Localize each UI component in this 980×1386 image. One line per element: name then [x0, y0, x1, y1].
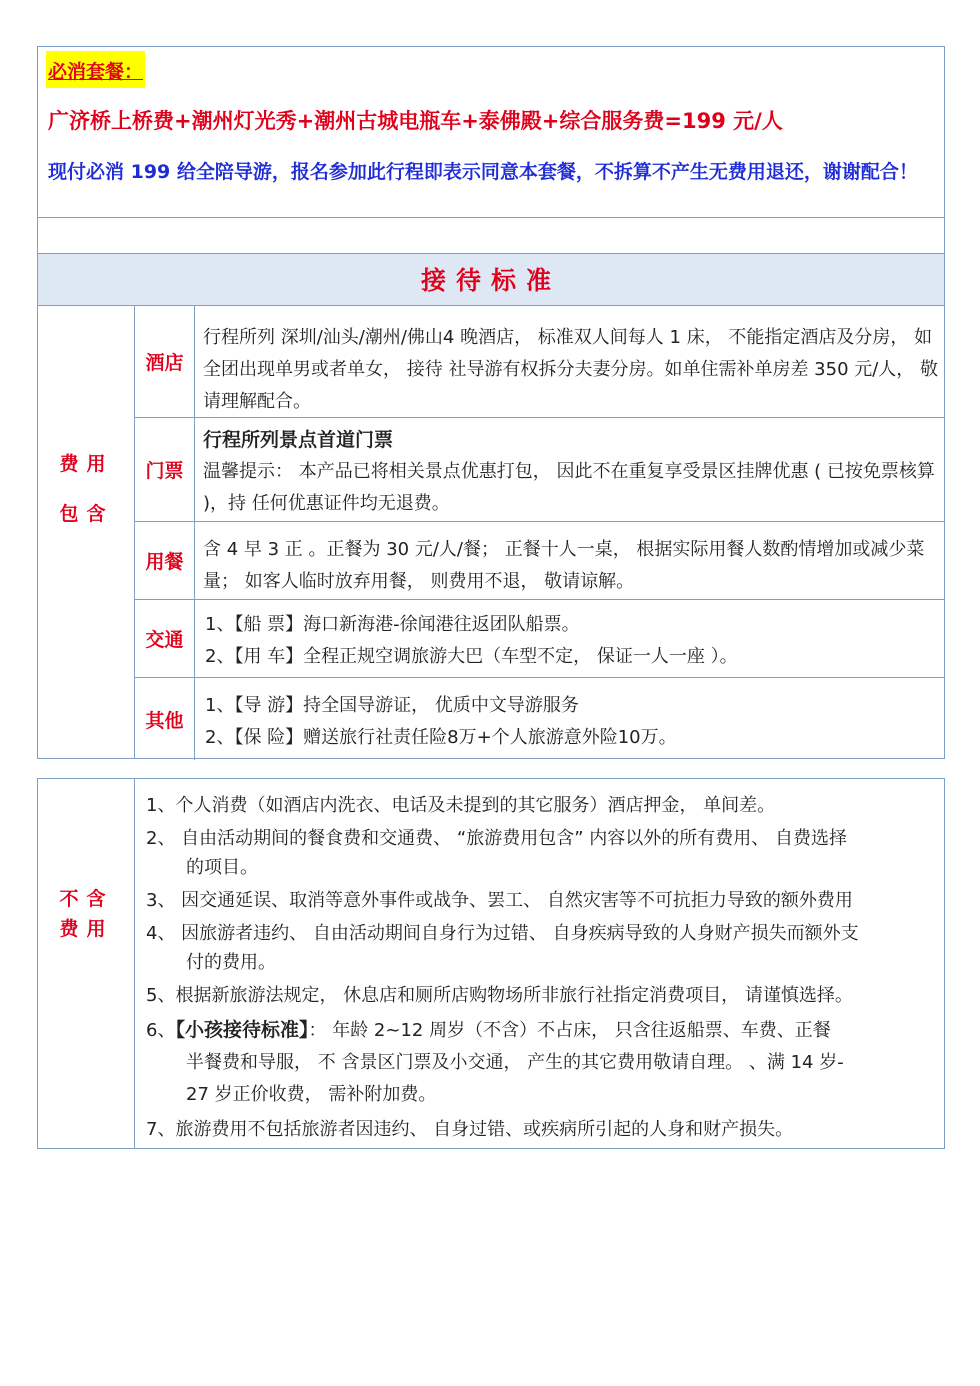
item-line: ： 年龄 2~12 周岁（不含）不占床， 只含往返船票、车费、正餐	[308, 1020, 831, 1041]
row-label: 门票	[135, 418, 195, 521]
mandatory-package-section	[37, 46, 945, 218]
row-line: 2、【保 险】赠送旅行社责任险8万+个人旅游意外险10万。	[205, 727, 677, 748]
excluded-item-2	[146, 824, 941, 882]
excluded-item-6	[146, 1014, 941, 1111]
included-table	[37, 305, 945, 759]
row-content	[203, 424, 941, 520]
item-line: 2、 自由活动期间的餐食费和交通费、 “旅游费用包含” 内容以外的所有费用、 自费选择	[146, 828, 847, 849]
excluded-label-line2: 费用	[59, 918, 114, 940]
excluded-list	[146, 791, 941, 1148]
item-line: 付的费用。	[186, 952, 276, 973]
row-line: 2、【用 车】全程正规空调旅游大巴（车型不定， 保证一人一座 ）。	[205, 646, 738, 667]
row-text: 行程所列 深圳/汕头/潮州/佛山4 晚酒店， 标准双人间每人 1 床， 不能指定酒店及分房， 如全团出现单男或者单女， 接待 社导游有权拆分夫妻分房。如单住需补单房差 350 元/人， 敬请理解配合。	[203, 327, 939, 412]
excluded-item-4	[146, 919, 941, 977]
row-label: 其他	[135, 678, 195, 760]
row-bold-text: 行程所列景点首道门票	[203, 429, 394, 451]
row-label: 交通	[135, 600, 195, 677]
included-row-hotel	[135, 306, 944, 418]
excluded-item-3: 3、 因交通延误、取消等意外事件或战争、罢工、 自然灾害等不可抗拒力导致的额外费用	[146, 890, 853, 911]
excluded-table	[37, 778, 945, 1149]
row-line: 1、【导 游】持全国导游证， 优质中文导游服务	[205, 695, 579, 716]
row-text: 温馨提示： 本产品已将相关景点优惠打包， 因此不在重复享受景区挂牌优惠 ( 已按免票核算 )，持 任何优惠证件均无退费。	[203, 461, 935, 514]
package-items: 广济桥上桥费+潮州灯光秀+潮州古城电瓶车+泰佛殿+综合服务费=199 元/人	[48, 109, 783, 133]
row-content	[205, 690, 943, 754]
row-line: 1、【船 票】海口新海港-徐闻港往返团队船票。	[205, 614, 580, 635]
row-text: 含 4 早 3 正 。正餐为 30 元/人/餐； 正餐十人一桌， 根据实际用餐人数酌情增加或减少菜量； 如客人临时放弃用餐， 则费用不退， 敬请谅解。	[203, 539, 925, 592]
included-label-line2: 包含	[59, 503, 114, 525]
excluded-label-line1: 不含	[59, 888, 114, 910]
item-line: 的项目。	[186, 857, 258, 878]
included-label-line1: 费用	[59, 453, 114, 475]
section-title: 接待标准	[37, 253, 945, 306]
excluded-item-1: 1、个人消费（如酒店内洗衣、电话及未提到的其它服务）酒店押金， 单间差。	[146, 795, 776, 816]
included-row-tickets	[135, 418, 944, 522]
item-line: 4、 因旅游者违约、 自由活动期间自身行为过错、 自身疾病导致的人身财产损失而额外支	[146, 923, 859, 944]
excluded-label-column	[38, 779, 135, 1148]
included-row-other	[135, 678, 944, 760]
row-label: 酒店	[135, 306, 195, 417]
row-label: 用餐	[135, 522, 195, 599]
excluded-item-5: 5、根据新旅游法规定， 休息店和厕所店购物场所非旅行社指定消费项目， 请谨慎选择。	[146, 985, 853, 1006]
item-line: 半餐费和导服， 不 含景区门票及小交通， 产生的其它费用敬请自理。 、满 14 岁-	[186, 1052, 844, 1073]
included-row-transport	[135, 600, 944, 678]
package-tag: 必消套餐：	[46, 51, 145, 88]
blank-row	[37, 217, 945, 254]
child-standard-title: 【小孩接待标准】	[175, 1019, 309, 1041]
excluded-item-7: 7、旅游费用不包括旅游者因违约、 自身过错、或疾病所引起的人身和财产损失。	[146, 1119, 794, 1140]
row-content	[205, 609, 943, 673]
included-label-column	[38, 306, 135, 758]
item-prefix: 6、	[146, 1020, 176, 1041]
package-note: 现付必消 199 给全陪导游，报名参加此行程即表示同意本套餐，不拆算不产生无费用退还，谢谢配合！	[48, 161, 918, 183]
included-row-meals	[135, 522, 944, 600]
item-line: 27 岁正价收费， 需补附加费。	[186, 1084, 437, 1105]
